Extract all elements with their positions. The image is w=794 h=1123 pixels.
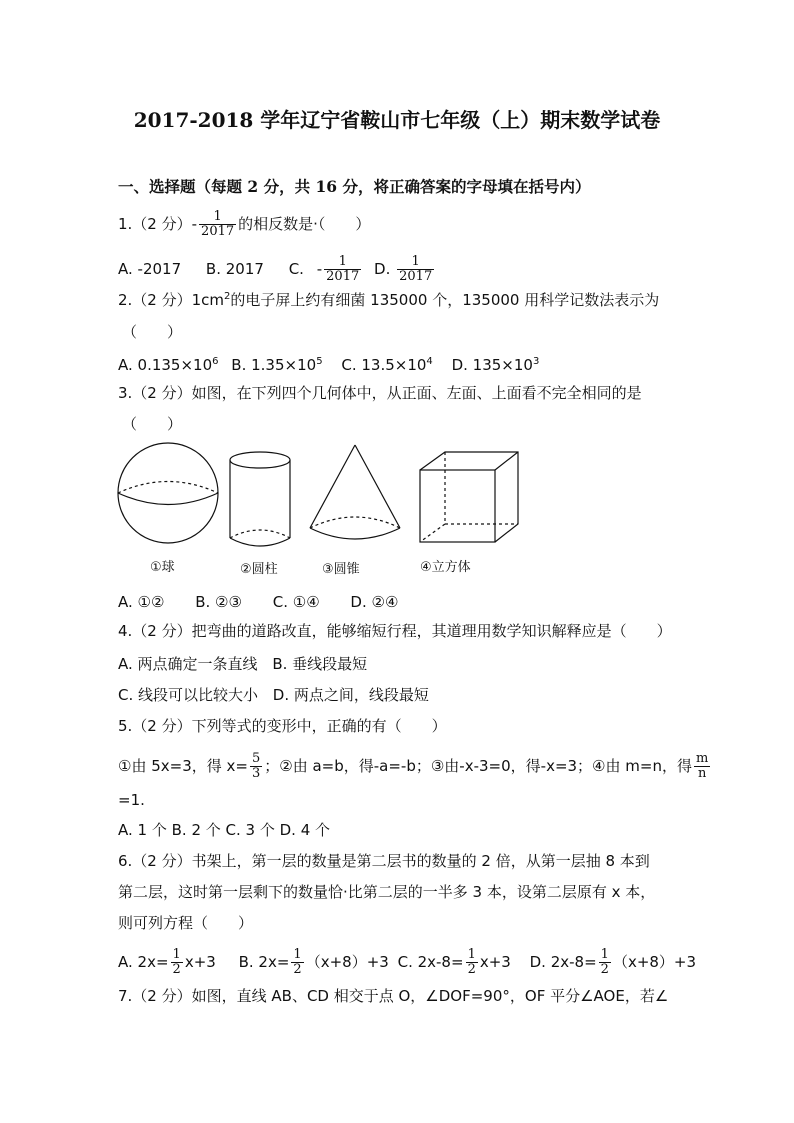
question-6-line3: 则可列方程（ ） (118, 914, 254, 932)
question-6-line2: 第二层，这时第一层剩下的数量恰·比第二层的一半多 3 本，设第二层原有 x 本， (118, 883, 656, 901)
cube-figure (420, 452, 518, 542)
q6-a-pre: A. 2x= (118, 953, 169, 971)
q1-c-den: 2017 (326, 269, 360, 284)
q2-superscript: 2 (224, 291, 231, 302)
cone-figure (310, 445, 400, 539)
q2-c-exp: 4 (426, 356, 433, 367)
q1-option-d-label: D. (374, 260, 391, 278)
q2-suffix: 的电子屏上约有细菌 135000 个，135000 用科学记数法表示为 (230, 291, 660, 309)
cylinder-figure (230, 452, 290, 546)
q6-c-half (466, 948, 478, 977)
q1-option-c-fraction (324, 255, 361, 284)
q4-options-row1 (118, 654, 367, 674)
q5-fraction-m-n (694, 752, 710, 781)
q3-option-c: C. ①④ (272, 593, 320, 611)
q1-option-a: A. -2017 (118, 260, 182, 278)
q2-option-b (231, 356, 322, 374)
question-6-line1: 6.（2 分）书架上，第一层的数量是第二层书的数量的 2 倍，从第一层抽 8 本到 (118, 852, 650, 870)
q2-paren: （ ） (122, 323, 183, 341)
q6-a-half (171, 948, 183, 977)
q1-option-c-sign: - (316, 260, 323, 278)
q4-options-row2 (118, 685, 429, 705)
q1-option-d-fraction (397, 255, 434, 284)
q6-a-den: 2 (172, 962, 181, 977)
q1-option-b: B. 2017 (205, 260, 264, 278)
q6-option-d (529, 947, 697, 977)
q3-paren: （ ） (122, 415, 183, 433)
q6-d-post: （x+8）+3 (612, 953, 697, 971)
question-5: 5.（2 分）下列等式的变形中，正确的有（ ） (118, 717, 447, 735)
q2-d-exp: 3 (532, 356, 540, 367)
q5-f1-num: 5 (251, 751, 261, 766)
q6-c-num: 1 (467, 947, 476, 962)
question-3: 3.（2 分）如图，在下列四个几何体中，从正面、左面、上面看不完全相同的是 (118, 384, 642, 402)
q5-f2-num: m (695, 751, 709, 766)
q5-part2: ；②由 a=b，得-a=-b；③由-x-3=0，得-x=3；④由 m=n，得 (264, 757, 692, 775)
q3-options (118, 592, 398, 612)
q2-a-exp: 6 (212, 356, 219, 367)
q4-option-d: D. 两点之间，线段最短 (272, 686, 429, 704)
q6-d-num: 1 (600, 947, 609, 962)
q5-fraction-5-3 (250, 752, 262, 781)
sphere-label: ①球 (150, 560, 175, 575)
q1-frac-den: 2017 (201, 224, 235, 239)
q6-option-a (118, 947, 216, 977)
q1-suffix: 的相反数是·（ ） (238, 215, 371, 233)
question-4: 4.（2 分）把弯曲的道路改直，能够缩短行程，其道理用数学知识解释应是（ ） (118, 622, 672, 640)
q6-d-pre: D. 2x-8= (529, 953, 597, 971)
q6-b-den: 2 (293, 962, 302, 977)
q6-b-half (291, 948, 303, 977)
q1-options (118, 255, 436, 284)
q5-f1-den: 3 (251, 766, 261, 781)
q2-option-d (452, 356, 540, 374)
q6-c-den: 2 (467, 962, 476, 977)
q6-b-pre: B. 2x= (238, 953, 290, 971)
q6-option-c (397, 947, 511, 977)
q3-option-b: B. ②③ (195, 593, 242, 611)
q1-c-num: 1 (324, 255, 361, 270)
q1-fraction (199, 210, 236, 239)
section-heading: 一、选择题（每题 2 分，共 16 分，将正确答案的字母填在括号内） (118, 177, 591, 196)
q3-option-d: D. ②④ (350, 593, 399, 611)
q2-option-c (341, 356, 432, 374)
q2-prefix: 2.（2 分）1cm (118, 291, 225, 309)
q2-d-base: D. 135×10 (451, 356, 533, 374)
q1-d-den: 2017 (399, 269, 433, 284)
q4-option-a: A. 两点确定一条直线 (118, 655, 258, 673)
q1-prefix: 1.（2 分）- (118, 215, 198, 233)
q6-c-pre: C. 2x-8= (397, 953, 464, 971)
q2-options (118, 355, 539, 375)
question-7: 7.（2 分）如图，直线 AB、CD 相交于点 O，∠DOF=90°，OF 平分∠AOE，若∠ (118, 987, 669, 1005)
q6-a-num: 1 (172, 947, 181, 962)
q5-f2-den: n (697, 766, 707, 781)
q5-statements (118, 752, 712, 781)
page-title: 2017-2018 学年辽宁省鞍山市七年级（上）期末数学试卷 (133, 108, 661, 132)
q5-line2: =1. (118, 791, 145, 809)
q6-c-post: x+3 (479, 953, 511, 971)
question-1 (118, 210, 370, 239)
q2-c-base: C. 13.5×10 (341, 356, 427, 374)
q2-b-exp: 5 (316, 356, 323, 367)
cone-label: ③圆锥 (322, 562, 360, 577)
q2-a-base: A. 0.135×10 (118, 356, 213, 374)
q6-b-num: 1 (293, 947, 302, 962)
q4-option-b: B. 垂线段最短 (272, 655, 368, 673)
q2-option-a (118, 356, 219, 374)
q6-b-post: （x+8）+3 (305, 953, 389, 971)
q6-options (118, 948, 696, 977)
question-2 (118, 290, 659, 310)
q5-options: A. 1 个 B. 2 个 C. 3 个 D. 4 个 (118, 821, 331, 839)
q6-a-post: x+3 (184, 953, 216, 971)
cylinder-label: ②圆柱 (240, 562, 278, 577)
q6-d-den: 2 (600, 962, 609, 977)
q4-option-c: C. 线段可以比较大小 (118, 686, 259, 704)
q2-b-base: B. 1.35×10 (231, 356, 317, 374)
q6-d-half (599, 948, 611, 977)
sphere-figure (118, 443, 218, 543)
q1-option-c-label: C. (288, 260, 304, 278)
q1-frac-num: 1 (199, 210, 236, 225)
q1-d-num: 1 (397, 255, 434, 270)
q3-option-a: A. ①② (118, 593, 165, 611)
q5-part1: ①由 5x=3，得 x= (118, 757, 248, 775)
q6-option-b (238, 947, 389, 977)
cube-label: ④立方体 (420, 560, 471, 575)
